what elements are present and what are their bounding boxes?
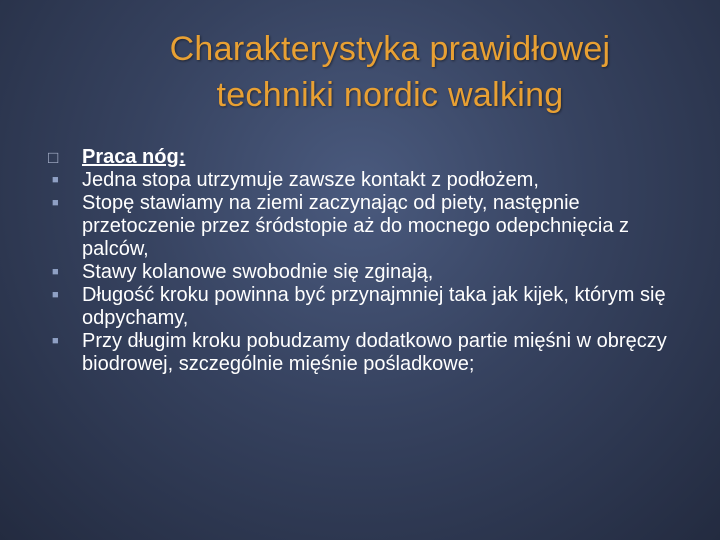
list-item-text: Długość kroku powinna być przynajmniej taka jak kijek, którym się odpychamy, xyxy=(82,284,666,329)
list-item-text: Przy długim kroku pobudzamy dodatkowo partie mięśni w obręczy biodrowej, szczególnie mięśnie pośladkowe; xyxy=(82,330,667,375)
square-bullet-icon: ■ xyxy=(52,197,59,209)
slide-title xyxy=(60,26,720,118)
square-bullet-icon: ■ xyxy=(52,266,59,278)
list-item-text: Jedna stopa utrzymuje zawsze kontakt z podłożem, xyxy=(82,169,539,191)
list-heading: Praca nóg: xyxy=(82,146,186,168)
square-bullet-icon: ■ xyxy=(52,289,59,301)
hollow-square-bullet-icon: □ xyxy=(48,148,59,167)
bullet-list xyxy=(48,146,692,376)
list-item xyxy=(52,192,692,261)
square-bullet-icon: ■ xyxy=(52,335,59,347)
title-line-2: techniki nordic walking xyxy=(216,76,564,114)
list-item-text: Stawy kolanowe swobodnie się zginają, xyxy=(82,261,434,283)
list-item-text: Stopę stawiamy na ziemi zaczynając od piety, następnie przetoczenie przez śródstopie aż do mocnego odepchnięcia z palców, xyxy=(82,192,629,260)
square-bullet-icon: ■ xyxy=(52,174,59,186)
list-item xyxy=(52,330,692,376)
list-heading-item xyxy=(48,146,692,169)
list-item xyxy=(52,261,692,284)
title-line-1: Charakterystyka prawidłowej xyxy=(169,30,611,68)
list-item xyxy=(52,169,692,192)
list-item xyxy=(52,284,692,330)
